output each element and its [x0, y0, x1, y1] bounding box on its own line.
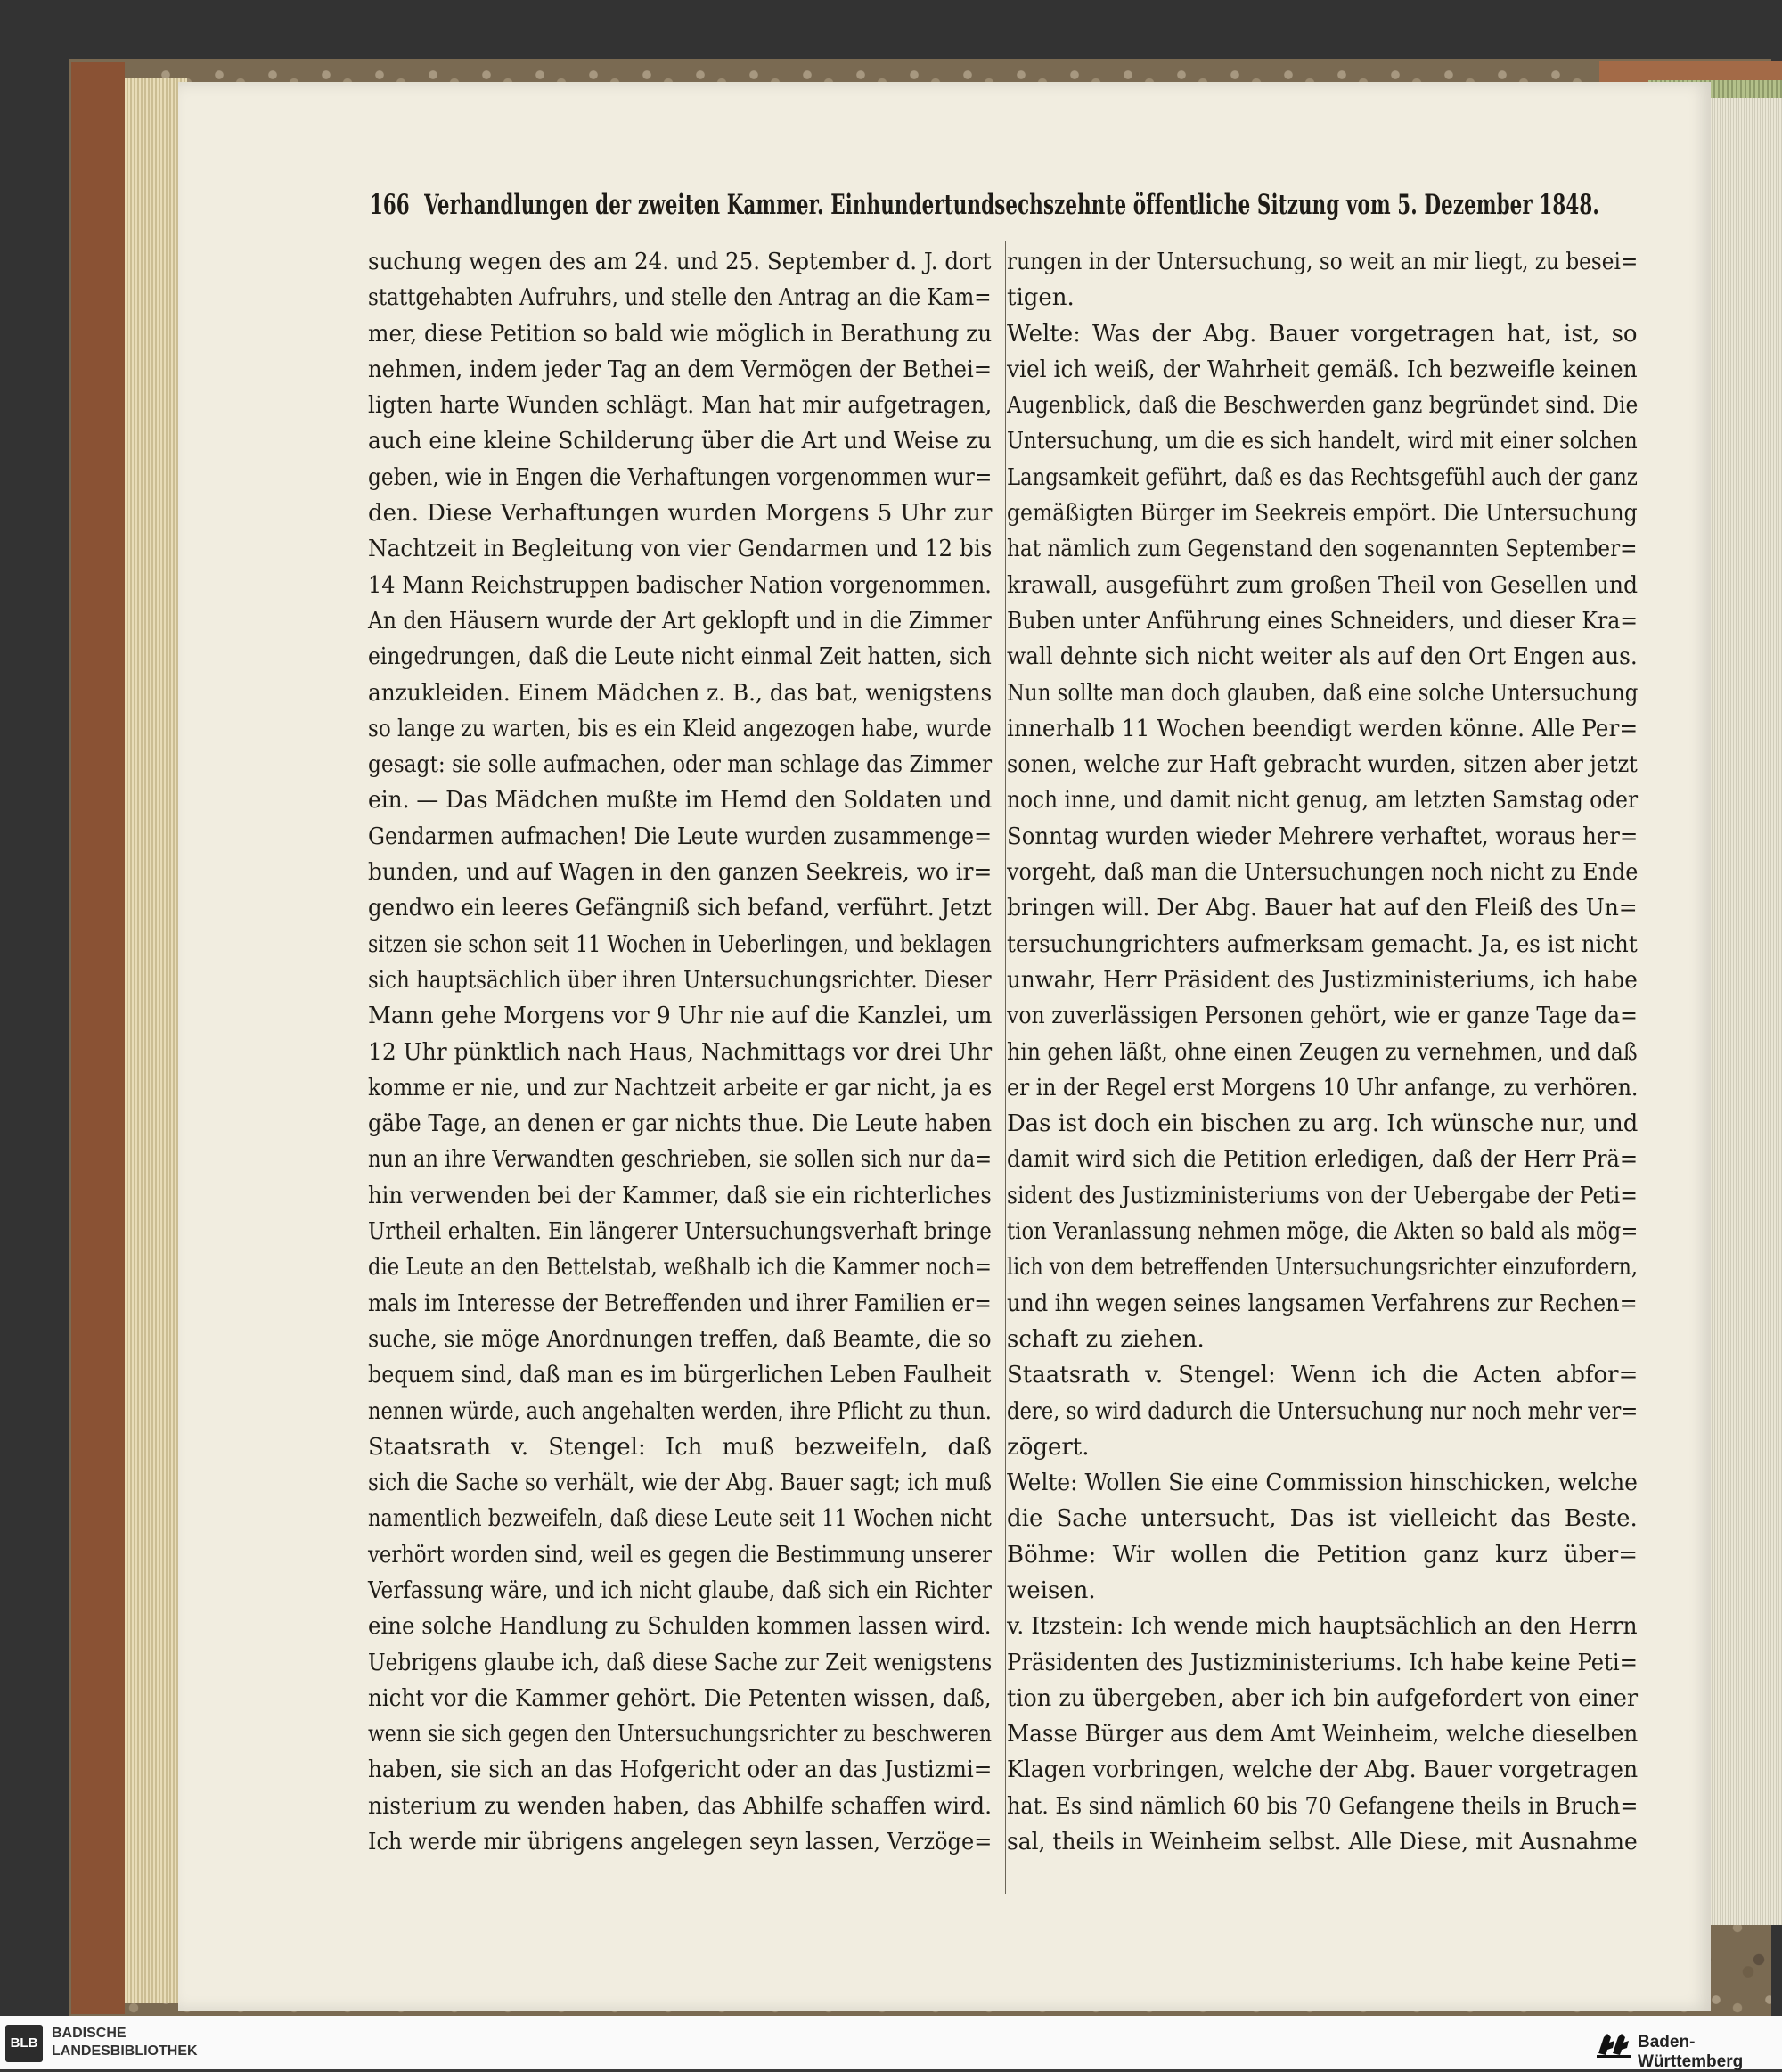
- text-line: sident des Justizministeriums von der Uebergabe der Peti=: [1007, 1182, 1638, 1209]
- text-line: nun an ihre Verwandten geschrieben, sie sollen sich nur da=: [368, 1146, 993, 1174]
- page-number: 166: [370, 189, 410, 221]
- text-line: die Leute an den Bettelstab, weßhalb ich die Kammer noch=: [368, 1254, 992, 1282]
- viewer-footer: [0, 2016, 1782, 2069]
- text-line: unwahr, Herr Präsident des Justizministeriums, ich habe: [1007, 966, 1638, 994]
- text-line: 14 Mann Reichstruppen badischer Nation vorgenommen.: [368, 571, 992, 599]
- text-line: er in der Regel erst Morgens 10 Uhr anfange, zu verhören.: [1007, 1074, 1639, 1102]
- running-title: Verhandlungen der zweiten Kammer. Einhundertundsechszehnte öffentliche Sitzung vom 5. Dezember 1848.: [424, 189, 1599, 221]
- text-line: viel ich weiß, der Wahrheit gemäß. Ich bezweifle keinen: [1007, 356, 1638, 383]
- text-line: zögert.: [1007, 1433, 1090, 1461]
- text-line: nennen würde, auch angehalten werden, ihre Pflicht zu thun.: [368, 1397, 992, 1425]
- text-line: ein. — Das Mädchen mußte im Hemd den Soldaten und: [368, 787, 993, 815]
- text-line: Uebrigens glaube ich, daß diese Sache zur Zeit wenigstens: [368, 1649, 993, 1676]
- text-line: Klagen vorbringen, welche der Abg. Bauer vorgetragen: [1007, 1757, 1639, 1784]
- text-line: sonen, welche zur Haft gebracht wurden, sitzen aber jetzt: [1007, 751, 1638, 779]
- text-line: eingedrungen, daß die Leute nicht einmal Zeit hatten, sich: [368, 643, 992, 671]
- text-line: gäbe Tage, an denen er gar nichts thue. Die Leute haben: [368, 1110, 993, 1138]
- text-line: Mann gehe Morgens vor 9 Uhr nie auf die Kanzlei, um: [368, 1003, 993, 1030]
- text-line: Langsamkeit geführt, daß es das Rechtsgefühl auch der ganz: [1007, 463, 1638, 491]
- text-line: komme er nie, und zur Nachtzeit arbeite er gar nicht, ja es: [368, 1074, 993, 1102]
- text-line: tion Veranlassung nehmen möge, die Akten so bald als mög=: [1007, 1218, 1639, 1246]
- text-line: dere, so wird dadurch die Untersuchung nur noch mehr ver=: [1007, 1397, 1639, 1425]
- text-line: bringen will. Der Abg. Bauer hat auf den Fleiß des Un=: [1007, 895, 1638, 922]
- text-line: tigen.: [1007, 284, 1075, 312]
- blb-logo[interactable]: BLB: [5, 2025, 43, 2062]
- text-line: sal, theils in Weinheim selbst. Alle Diese, mit Ausnahme: [1007, 1829, 1638, 1856]
- text-line: Nun sollte man doch glauben, daß eine solche Untersuchung: [1007, 679, 1639, 707]
- text-line: Nachtzeit in Begleitung von vier Gendarmen und 12 bis: [368, 536, 993, 563]
- text-line: Masse Bürger aus dem Amt Weinheim, welche dieselben: [1007, 1721, 1639, 1749]
- leather-spine: [71, 62, 125, 2014]
- text-line: noch inne, und damit nicht genug, am letzten Samstag oder: [1007, 787, 1639, 815]
- text-line: v. Itzstein: Ich wende mich hauptsächlich an den Herrn: [1007, 1613, 1638, 1641]
- text-line: wall dehnte sich nicht weiter als auf den Ort Engen aus.: [1007, 643, 1638, 671]
- text-line: Gendarmen aufmachen! Die Leute wurden zusammenge=: [368, 823, 993, 850]
- text-line: so lange zu warten, bis es ein Kleid angezogen habe, wurde: [368, 715, 992, 742]
- text-line: Staatsrath v. Stengel: Ich muß bezweifeln, daß: [368, 1433, 993, 1461]
- left-text-column: [368, 244, 996, 1860]
- text-line: die Sache untersucht, Das ist vielleicht das Beste.: [1007, 1505, 1638, 1533]
- text-line: den. Diese Verhaftungen wurden Morgens 5 Uhr zur: [368, 500, 993, 528]
- text-line: 12 Uhr pünktlich nach Haus, Nachmittags vor drei Uhr: [368, 1038, 993, 1066]
- text-line: weisen.: [1007, 1577, 1096, 1604]
- text-line: Das ist doch ein bischen zu arg. Ich wünsche nur, und: [1007, 1110, 1639, 1138]
- text-line: Welte: Was der Abg. Bauer vorgetragen hat, ist, so: [1007, 320, 1638, 348]
- state-name: Baden-Württemberg: [1638, 2033, 1744, 2071]
- text-line: auch eine kleine Schilderung über die Art und Weise zu: [368, 428, 992, 455]
- text-line: Staatsrath v. Stengel: Wenn ich die Acten abfor=: [1007, 1362, 1639, 1389]
- baden-wuerttemberg-lions-icon: [1595, 2028, 1632, 2059]
- text-line: eine solche Handlung zu Schulden kommen lassen wird.: [368, 1613, 992, 1641]
- text-line: Untersuchung, um die es sich handelt, wird mit einer solchen: [1007, 428, 1638, 455]
- text-line: verhört worden sind, weil es gegen die Bestimmung unserer: [368, 1541, 992, 1568]
- text-line: mals im Interesse der Betreffenden und ihrer Familien er=: [368, 1290, 992, 1317]
- text-line: wenn sie sich gegen den Untersuchungsrichter zu beschweren: [368, 1721, 993, 1749]
- text-line: vorgeht, daß man die Untersuchungen noch nicht zu Ende: [1007, 859, 1639, 887]
- text-line: ligten harte Wunden schlägt. Man hat mir aufgetragen,: [368, 392, 993, 420]
- text-line: hin verwenden bei der Kammer, daß sie ein richterliches: [368, 1182, 992, 1209]
- text-line: nehmen, indem jeder Tag an dem Vermögen der Bethei=: [368, 356, 993, 383]
- text-line: bequem sind, daß man es im bürgerlichen Leben Faulheit: [368, 1362, 992, 1389]
- text-line: haben, sie sich an das Hofgericht oder an das Justizmi=: [368, 1757, 993, 1784]
- text-line: bunden, und auf Wagen in den ganzen Seekreis, wo ir=: [368, 859, 993, 887]
- text-line: Augenblick, daß die Beschwerden ganz begründet sind. Die: [1007, 392, 1639, 420]
- text-line: Ich werde mir übrigens angelegen seyn lassen, Verzöge=: [368, 1829, 993, 1856]
- text-line: suche, sie möge Anordnungen treffen, daß Beamte, die so: [368, 1325, 992, 1353]
- text-line: gendwo ein leeres Gefängniß sich befand, verführt. Jetzt: [368, 895, 992, 922]
- text-line: nisterium zu wenden haben, das Abhilfe schaffen wird.: [368, 1792, 993, 1820]
- text-line: gemäßigten Bürger im Seekreis empört. Die Untersuchung: [1007, 500, 1638, 528]
- text-line: Präsidenten des Justizministeriums. Ich habe keine Peti=: [1007, 1649, 1639, 1676]
- text-line: lich von dem betreffenden Untersuchungsrichter einzufordern,: [1007, 1254, 1638, 1282]
- text-line: von zuverlässigen Personen gehört, wie er ganze Tage da=: [1007, 1003, 1638, 1030]
- text-line: anzukleiden. Einem Mädchen z. B., das bat, wenigstens: [368, 679, 993, 707]
- text-line: krawall, ausgeführt zum großen Theil von Gesellen und: [1007, 571, 1639, 599]
- library-name-line2: LANDESBIBLIOTHEK: [52, 2043, 198, 2059]
- text-line: rungen in der Untersuchung, so weit an mir liegt, zu besei=: [1007, 249, 1639, 275]
- text-line: An den Häusern wurde der Art geklopft und in die Zimmer: [368, 607, 992, 635]
- text-line: stattgehabten Aufruhrs, und stelle den Antrag an die Kam=: [368, 284, 992, 312]
- text-line: hat. Es sind nämlich 60 bis 70 Gefangene theils in Bruch=: [1007, 1792, 1639, 1820]
- text-line: tersuchungrichters aufmerksam gemacht. Ja, es ist nicht: [1007, 930, 1638, 958]
- column-divider: [1005, 241, 1006, 1894]
- text-line: namentlich bezweifeln, daß diese Leute seit 11 Wochen nicht: [368, 1505, 992, 1533]
- text-line: schaft zu ziehen.: [1007, 1325, 1205, 1353]
- text-line: mer, diese Petition so bald wie möglich in Berathung zu: [368, 320, 993, 348]
- text-line: sich hauptsächlich über ihren Untersuchungsrichter. Dieser: [368, 966, 992, 994]
- text-line: suchung wegen des am 24. und 25. September d. J. dort: [368, 249, 992, 275]
- text-line: Welte: Wollen Sie eine Commission hinschicken, welche: [1007, 1470, 1638, 1497]
- text-line: Urtheil erhalten. Ein längerer Untersuchungsverhaft bringe: [368, 1218, 992, 1246]
- text-line: Sonntag wurden wieder Mehrere verhaftet, woraus her=: [1007, 823, 1639, 850]
- right-text-column: [1007, 244, 1641, 1860]
- text-line: geben, wie in Engen die Verhaftungen vorgenommen wur=: [368, 463, 993, 491]
- text-line: sich die Sache so verhält, wie der Abg. Bauer sagt; ich muß: [368, 1470, 992, 1497]
- text-line: hat nämlich zum Gegenstand den sogenannten September=: [1007, 536, 1638, 563]
- text-line: nicht vor die Kammer gehört. Die Petenten wissen, daß,: [368, 1684, 992, 1712]
- library-name-line1: BADISCHE: [52, 2026, 127, 2041]
- text-line: tion zu übergeben, aber ich bin aufgefordert von einer: [1007, 1684, 1639, 1712]
- text-line: sitzen sie schon seit 11 Wochen in Ueberlingen, und beklagen: [368, 930, 992, 958]
- text-line: hin gehen läßt, ohne einen Zeugen zu vernehmen, und daß: [1007, 1038, 1638, 1066]
- text-line: gesagt: sie solle aufmachen, oder man schlage das Zimmer: [368, 751, 993, 779]
- text-line: Buben unter Anführung eines Schneiders, und dieser Kra=: [1007, 607, 1639, 635]
- running-header: [370, 189, 1599, 232]
- text-line: und ihn wegen seines langsamen Verfahrens zur Rechen=: [1007, 1290, 1638, 1317]
- text-line: damit wird sich die Petition erledigen, daß der Herr Prä=: [1007, 1146, 1639, 1174]
- text-line: innerhalb 11 Wochen beendigt werden könne. Alle Per=: [1007, 715, 1639, 742]
- text-line: Böhme: Wir wollen die Petition ganz kurz über=: [1007, 1541, 1639, 1568]
- text-line: Verfassung wäre, und ich nicht glaube, daß sich ein Richter: [368, 1577, 992, 1604]
